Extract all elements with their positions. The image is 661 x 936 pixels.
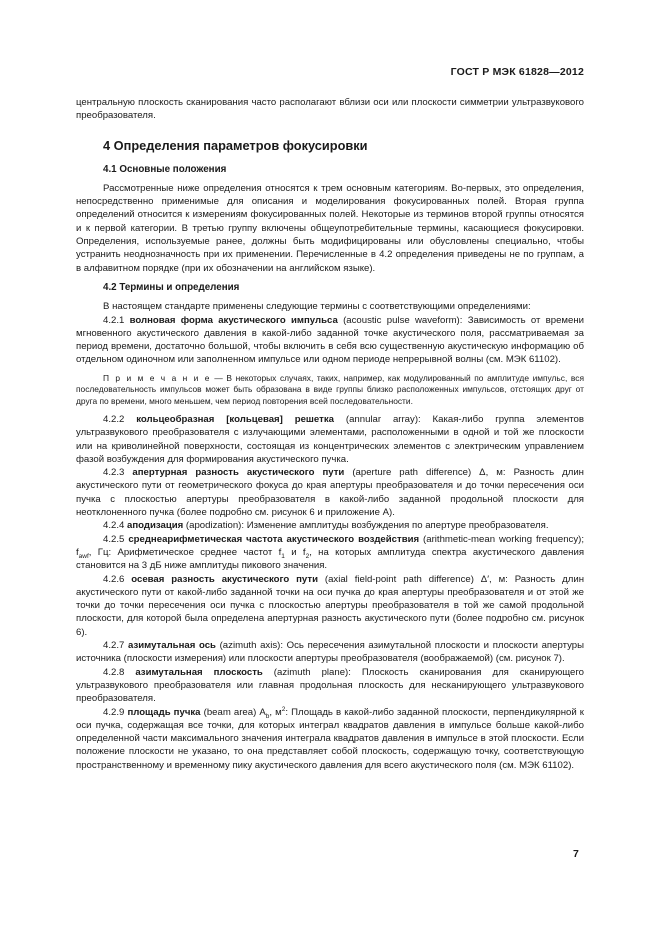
term-definition: (beam area) A <box>200 706 266 718</box>
term-definition: (azimuth axis): Ось пересечения азимутальной плоскости и плоскости апертуры источника (плоскости измерения) или плоскости апертуры преобразователя (воображаемой) (см. рисунок 7). <box>76 640 584 665</box>
term-number: 4.2.4 <box>103 520 125 532</box>
note-paragraph <box>76 373 584 407</box>
term-name: осевая разность акустического пути <box>131 573 318 585</box>
term-definition: (axial field-point path difference) Δ′, м: Разность длин акустического пути от какой-либо заданной точки на оси пучка до края апертуры преобразователя и от этой же точки до точки пересечения оси пучка с плоскостью апертуры преобразователя в той же самой продольной плоскости, для которой была определена апертурная разность акустического пути (более подробно см. рисунок 6). <box>76 573 584 638</box>
term-4-2-8 <box>76 666 584 706</box>
term-4-2-4 <box>76 519 584 532</box>
subscript: 1 <box>281 552 285 560</box>
term-4-2-6 <box>76 573 584 639</box>
term-name: волновая форма акустического импульса <box>129 314 338 326</box>
term-name: кольцеобразная [кольцевая] решетка <box>136 413 334 425</box>
superscript: 2 <box>281 705 286 713</box>
term-name: апертурная разность акустического пути <box>132 467 345 479</box>
section-4-1-title: 4.1 Основные положения <box>103 163 227 175</box>
term-definition: (azimuth plane): Плоскость сканирования для сканирующего ультразвукового преобразователя или главная продольная плоскость для несканирующего ультразвукового преобразователя. <box>76 666 585 705</box>
document-header: ГОСТ Р МЭК 61828—2012 <box>450 66 584 78</box>
term-definition: (acoustic pulse waveform): Зависимость от времени мгновенного акустического давления в какой-либо заданной точке акустического поля, рассматриваемая за период времени, достаточно большой, чтобы включить в себя всю существенную акустическую информацию об отдельном одиночном или заполненном импульсе или одном периоде непрерывной волны (см. МЭК 61102). <box>76 314 584 366</box>
term-name: азимутальная ось <box>128 640 216 652</box>
term-number: 4.2.1 <box>103 314 125 326</box>
term-definition: (apodization): Изменение амплитуды возбуждения по апертуре преобразователя. <box>183 520 549 532</box>
term-definition: , Гц: Арифметическое среднее частот f <box>88 546 282 558</box>
term-definition: , на которых амплитуда спектра акустического давления становится на 3 дБ ниже амплитуды пикового значения. <box>76 546 585 572</box>
term-definition: (annular array): Какая-либо группа элементов ультразвукового преобразователя с излучающими элементами, расположенными в одной и той же плоскости или на криволинейной поверхности, состоящая из концентрических элементов с электрическим управлением фазой возбуждения для формирования акустического пучка. <box>76 413 584 465</box>
subscript: awf <box>78 552 89 560</box>
term-4-2-1 <box>76 314 584 367</box>
term-number: 4.2.9 <box>103 706 125 718</box>
term-number: 4.2.2 <box>103 413 125 425</box>
term-number: 4.2.8 <box>103 666 125 678</box>
term-4-2-5 <box>76 533 584 573</box>
subscript: 2 <box>305 552 310 560</box>
term-number: 4.2.3 <box>103 467 125 479</box>
subscript: b <box>265 712 270 720</box>
section-4-1-text: Рассмотренные ниже определения относятся к трем основным категориям. Во-первых, это определения, непосредственно применимые для описания и моделирования фокусированных полей. Вторая группа определений относится к измерениям фокусированных полей. Некоторые из терминов второй группы относятся и к первой категории. В третью группу включены общеупотребительные термины, касающиеся фокусировки. Определения, используемые ранее, должны быть модифицированы или обусловлены специально, чтобы устранить неоднозначность при их применении. Перечисленные в 4.2 определения приведены не по группам, а в алфавитном порядке (при их обозначении на английском языке). <box>76 182 584 274</box>
term-definition: : Площадь в какой-либо заданной плоскости, перпендикулярной к оси пучка, содержащая все точки, для которых интеграл квадратов давления в импульсе больше какой-либо определенной части максимального значения интеграла квадратов давления в импульсе в этой плоскости. Если положение плоскости не указано, то она представляет собой плоскость, содержащую точку, соответствующую пространственному и временному пику акустического давления для всего акустического поля (см. МЭК 61102). <box>76 706 584 771</box>
term-4-2-9 <box>76 706 584 772</box>
term-4-2-2 <box>76 413 584 466</box>
term-number: 4.2.6 <box>103 573 125 585</box>
term-4-2-3 <box>76 466 584 519</box>
note-label: П р и м е ч а н и е <box>103 372 211 383</box>
section-4-2-intro: В настоящем стандарте применены следующие термины с соответствующими определениями: <box>103 301 531 313</box>
term-number: 4.2.5 <box>103 533 125 545</box>
term-name: аподизация <box>127 520 184 532</box>
term-definition: (arithmetic-mean working frequency); f <box>76 533 584 558</box>
term-definition: , м <box>269 706 282 718</box>
term-4-2-7 <box>76 639 584 666</box>
document-body <box>76 96 584 772</box>
page-number: 7 <box>573 848 579 860</box>
term-definition: (aperture path difference) Δ, м: Разность длин акустического пути от геометрического фокуса до края апертуры преобразователя и до точки пересечения оси пучка с плоскостью апертуры преобразователя в какой-либо заданной продольной плоскости для неотклоненного пучка (более подробно см. рисунок 6 и приложение А). <box>76 467 584 519</box>
section-4-2-title: 4.2 Термины и определения <box>103 281 240 293</box>
term-definition: и f <box>284 546 306 558</box>
section-4-title: 4 Определения параметров фокусировки <box>103 137 368 153</box>
note-text: — В некоторых случаях, таких, например, как модулированный по амплитуде импульс, вся последовательность импульсов может быть образована в виде группы близко расположенных импульсов, отстоящих друг от друга по времени, много меньшем, чем период повторения всей последовательности. <box>76 372 584 406</box>
term-name: площадь пучка <box>127 706 201 718</box>
term-name: азимутальная плоскость <box>135 666 263 678</box>
intro-paragraph: центральную плоскость сканирования часто располагают вблизи оси или плоскости симметрии ультразвукового преобразователя. <box>76 97 584 122</box>
term-name: среднеарифметическая частота акустического воздействия <box>128 533 420 545</box>
term-number: 4.2.7 <box>103 640 125 652</box>
